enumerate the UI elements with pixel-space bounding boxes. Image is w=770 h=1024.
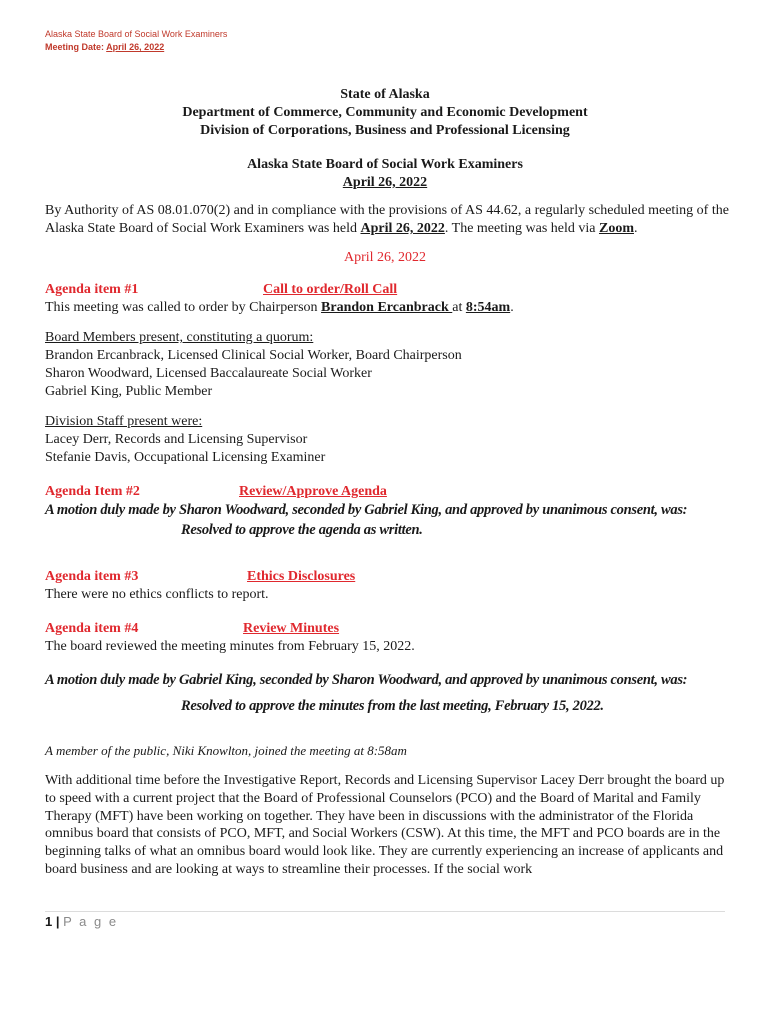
authority-date: April 26, 2022 [360,221,445,236]
running-header [45,28,227,54]
header-meeting-label: Meeting Date: [45,42,107,52]
agenda-item-1-text [45,299,735,317]
agenda-item-1 [45,281,735,317]
division-staff-section [45,413,735,467]
board-name: Alaska State Board of Social Work Examiners [247,157,523,172]
agenda-item-2-title: Review/Approve Agenda [239,484,387,499]
agenda-item-3 [45,568,735,604]
header-meeting-date [45,41,227,54]
board-members-heading: Board Members present, constituting a quorum: [45,330,314,345]
agenda-item-2-heading [45,483,735,501]
call-to-order-end: . [510,300,514,315]
board-member-2: Sharon Woodward, Licensed Baccalaureate Social Worker [45,366,372,381]
agenda-item-2-resolved: Resolved to approve the agenda as written. [181,522,423,538]
board-heading [0,156,770,192]
minutes-motion-block [45,671,735,715]
division-staff-heading: Division Staff present were: [45,414,203,429]
board-members-section [45,329,735,401]
header-meeting-date-value: April 26, 2022 [106,42,165,52]
agenda-item-1-title: Call to order/Roll Call [263,282,398,297]
chairperson-name: Brandon Ercanbrack [321,300,453,315]
agenda-item-2-label: Agenda Item #2 [45,484,140,499]
body-paragraph: With additional time before the Investigative Report, Records and Licensing Supervisor Lacey Derr brought the board up to speed with a current project that the Board of Professional Counselors (PCO) and the Board of Marital and Family Therapy (MFT) have been working on together. They have been in discussions with the administrator of the Florida omnibus board that consists of PCO, MFT, and Social Workers (CSW). At this time, the MFT and PCO boards are in the beginning talks of what an omnibus board would look like. They are currently experiencing an increase of applicants and board business and are looking at ways to streamline their processes. If the social work [45,773,725,877]
authority-via: Zoom [598,221,634,236]
agenda-item-4-motion: A motion duly made by Gabriel King, seconded by Sharon Woodward, and approved by unanimous consent, was: [45,672,688,688]
staff-member-2: Stefanie Davis, Occupational Licensing Examiner [45,450,326,465]
agenda-item-4-resolved: Resolved to approve the minutes from the last meeting, February 15, 2022. [181,698,604,714]
agenda-item-2-motion: A motion duly made by Sharon Woodward, seconded by Gabriel King, and approved by unanimous consent, was: [45,502,688,518]
header-board-name: Alaska State Board of Social Work Examiners [45,29,228,39]
agenda-item-4-label: Agenda item #4 [45,621,139,636]
board-member-3: Gabriel King, Public Member [45,384,213,399]
page-number [45,912,725,929]
agenda-item-1-label: Agenda item #1 [45,282,139,297]
agenda-item-3-title: Ethics Disclosures [247,569,356,584]
page-separator: | [52,914,64,929]
agenda-item-4-text: The board reviewed the meeting minutes from February 15, 2022. [45,639,415,654]
title-division: Division of Corporations, Business and Professional Licensing [200,123,570,138]
title-department: Department of Commerce, Community and Economic Development [182,105,588,120]
call-to-order-at: at [452,300,466,315]
title-state: State of Alaska [340,87,430,102]
agenda-item-2 [45,483,735,539]
staff-member-1: Lacey Derr, Records and Licensing Supervisor [45,432,308,447]
agenda-item-1-heading [45,281,735,299]
agenda-item-3-label: Agenda item #3 [45,569,139,584]
authority-text-c: . [633,221,638,236]
agenda-item-3-heading [45,568,735,586]
authority-paragraph [45,202,735,238]
page-footer [45,911,725,929]
agenda-item-4 [45,620,735,656]
board-date: April 26, 2022 [342,175,428,190]
call-to-order-text: This meeting was called to order by Chairperson [45,300,322,315]
document-title [0,86,770,140]
page-word: P a g e [63,914,119,929]
page-number-value: 1 [45,914,53,929]
agenda-item-4-title: Review Minutes [243,621,340,636]
public-member-note: A member of the public, Niki Knowlton, joined the meeting at 8:58am [45,743,407,758]
agenda-item-3-text: There were no ethics conflicts to report. [45,587,269,602]
authority-text-a: By Authority of AS 08.01.070(2) and in compliance with the provisions of AS 44.62, a regularly scheduled meeting of the Alaska State Board of Social Work Examiners was held [45,203,729,236]
board-member-1: Brandon Ercanbrack, Licensed Clinical Social Worker, Board Chairperson [45,348,462,363]
authority-text-b: . The meeting was held via [444,221,599,236]
meeting-date-red: April 26, 2022 [343,250,427,265]
call-to-order-time: 8:54am [465,300,511,315]
agenda-item-4-heading [45,620,735,638]
